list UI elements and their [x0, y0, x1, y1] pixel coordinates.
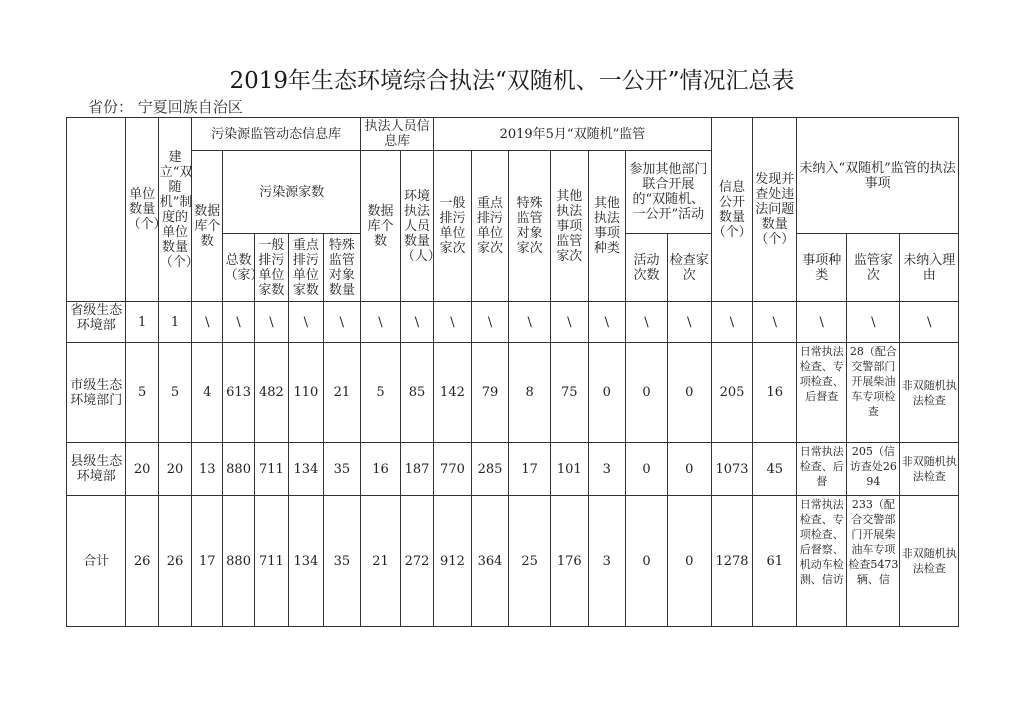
cell-m-kinds: 3 [588, 496, 626, 627]
table-row [67, 496, 959, 627]
header-pollution-count: 污染源家数 [223, 151, 361, 234]
cell-reason: 非双随机执法检查 [900, 443, 959, 496]
cell-db-count: \ [192, 302, 223, 343]
header-inspected: 检查家次 [667, 234, 711, 302]
cell-special: \ [323, 302, 361, 343]
table-row [67, 343, 959, 443]
cell-disclosed: 1278 [711, 496, 753, 627]
cell-personnel: \ [400, 302, 433, 343]
header-joint: 参加其他部门联合开展的“双随机、一公开”活动 [626, 151, 712, 234]
cell-m-kinds: 0 [588, 343, 626, 443]
cell-personnel-db: \ [361, 302, 401, 343]
cell-violations: 61 [753, 496, 797, 627]
cell-disclosed: \ [711, 302, 753, 343]
cell-inspected: \ [667, 302, 711, 343]
cell-item-type: 日常执法检查、专项检查、后督察、机动车检测、信访 [799, 498, 844, 586]
header-violations: 发现并查处违法问题数量（个） [753, 118, 797, 302]
cell-m-kinds: 3 [588, 443, 626, 496]
cell-unit: 20 [126, 443, 158, 496]
cell-m-special: 17 [509, 443, 551, 496]
province-label: 省份： 宁夏回族自治区 [88, 98, 243, 116]
cell-special: 21 [323, 343, 361, 443]
cell-total: 880 [223, 443, 254, 496]
cell-general: 711 [254, 443, 288, 496]
header-m-other-items: 其他执法事项监管家次 [551, 151, 589, 302]
cell-inspected: 0 [667, 496, 711, 627]
cell-general: 711 [254, 496, 288, 627]
cell-m-other: 176 [551, 496, 589, 627]
cell-item-type: 日常执法检查、后督 [799, 445, 844, 488]
cell-total: 613 [223, 343, 254, 443]
cell-supervised: 205（信访查处2694 [849, 445, 897, 488]
header-m-general: 一般排污单位家次 [434, 151, 472, 302]
cell-special: 35 [323, 496, 361, 627]
cell-reason: \ [900, 302, 959, 343]
header-personnel-db-count: 数据库个数 [361, 151, 401, 302]
cell-key: 134 [289, 496, 323, 627]
header-reason: 未纳入理由 [900, 234, 959, 302]
cell-total: 880 [223, 496, 254, 627]
cell-inspected: 0 [667, 443, 711, 496]
header-total: 总数（家） [223, 234, 254, 302]
cell-established: 26 [158, 496, 191, 627]
header-m-key: 重点排污单位家次 [471, 151, 509, 302]
row-name: 市级生态环境部门 [67, 343, 126, 443]
header-m-other-kinds: 其他执法事项种类 [588, 151, 626, 302]
header-pollution-db: 污染源监管动态信息库 [192, 118, 361, 151]
cell-unit: 5 [126, 343, 158, 443]
cell-m-special: 8 [509, 343, 551, 443]
cell-m-general: 142 [434, 343, 472, 443]
cell-m-special: \ [509, 302, 551, 343]
cell-personnel: 272 [400, 496, 433, 627]
cell-reason: 非双随机执法检查 [900, 496, 959, 627]
cell-key: \ [289, 302, 323, 343]
cell-inspected: 0 [667, 343, 711, 443]
header-activities: 活动次数 [626, 234, 668, 302]
header-blank [67, 118, 126, 302]
header-db-count: 数据库个数 [192, 151, 223, 302]
header-personnel-db: 执法人员信息库 [361, 118, 434, 151]
cell-total: \ [223, 302, 254, 343]
summary-table [66, 117, 959, 627]
cell-supervised: \ [847, 302, 900, 343]
header-not-included: 未纳入“双随机”监管的执法事项 [797, 118, 959, 234]
cell-general: \ [254, 302, 288, 343]
cell-m-key: \ [471, 302, 509, 343]
cell-m-kinds: \ [588, 302, 626, 343]
table-row [67, 302, 959, 343]
cell-unit: 1 [126, 302, 158, 343]
table-row [67, 443, 959, 496]
row-name: 合计 [67, 496, 126, 627]
cell-m-key: 364 [471, 496, 509, 627]
cell-general: 482 [254, 343, 288, 443]
header-general: 一般排污单位家数 [254, 234, 288, 302]
cell-m-general: 770 [434, 443, 472, 496]
cell-personnel-db: 21 [361, 496, 401, 627]
cell-personnel: 85 [400, 343, 433, 443]
cell-violations: 45 [753, 443, 797, 496]
header-may-supervision: 2019年5月“双随机”监管 [434, 118, 711, 151]
cell-special: 35 [323, 443, 361, 496]
cell-violations: 16 [753, 343, 797, 443]
cell-m-other: 101 [551, 443, 589, 496]
cell-activities: 0 [626, 343, 668, 443]
cell-activities: \ [626, 302, 668, 343]
cell-disclosed: 1073 [711, 443, 753, 496]
header-item-type: 事项种类 [797, 234, 847, 302]
page-title: 2019年生态环境综合执法“双随机、一公开”情况汇总表 [229, 68, 795, 94]
cell-unit: 26 [126, 496, 158, 627]
row-name: 省级生态环境部 [70, 303, 123, 333]
cell-m-general: 912 [434, 496, 472, 627]
header-disclosed: 信息公开数量（个） [711, 118, 753, 302]
cell-key: 134 [289, 443, 323, 496]
cell-personnel-db: 5 [361, 343, 401, 443]
header-supervised: 监管家次 [847, 234, 900, 302]
cell-m-other: \ [551, 302, 589, 343]
header-unit-count: 单位数量（个） [126, 118, 158, 302]
cell-established: 5 [158, 343, 191, 443]
cell-activities: 0 [626, 443, 668, 496]
cell-db-count: 4 [192, 343, 223, 443]
cell-personnel-db: 16 [361, 443, 401, 496]
cell-db-count: 17 [192, 496, 223, 627]
cell-m-special: 25 [509, 496, 551, 627]
cell-activities: 0 [626, 496, 668, 627]
cell-m-key: 285 [471, 443, 509, 496]
cell-violations: \ [753, 302, 797, 343]
header-personnel-count: 环境执法人员数量（人） [400, 151, 433, 302]
header-special: 特殊监管对象数量 [323, 234, 361, 302]
cell-item-type: \ [797, 302, 847, 343]
cell-established: 1 [158, 302, 191, 343]
cell-item-type: 日常执法检查、专项检查、后督查 [799, 345, 844, 403]
cell-disclosed: 205 [711, 343, 753, 443]
cell-m-other: 75 [551, 343, 589, 443]
header-m-special: 特殊监管对象家次 [509, 151, 551, 302]
cell-supervised: 233（配合交警部门开展柴油车专项检查5473辆、信 [848, 498, 899, 586]
cell-db-count: 13 [192, 443, 223, 496]
header-key: 重点排污单位家数 [289, 234, 323, 302]
cell-m-key: 79 [471, 343, 509, 443]
header-established: 建立“双随机”制度的单位数量（个） [158, 118, 191, 302]
cell-m-general: \ [434, 302, 472, 343]
cell-personnel: 187 [400, 443, 433, 496]
cell-key: 110 [289, 343, 323, 443]
cell-supervised: 28（配合交警部门开展柴油车专项检查 [849, 345, 897, 418]
row-name: 县级生态环境部 [67, 443, 126, 496]
cell-established: 20 [158, 443, 191, 496]
cell-reason: 非双随机执法检查 [900, 343, 959, 443]
